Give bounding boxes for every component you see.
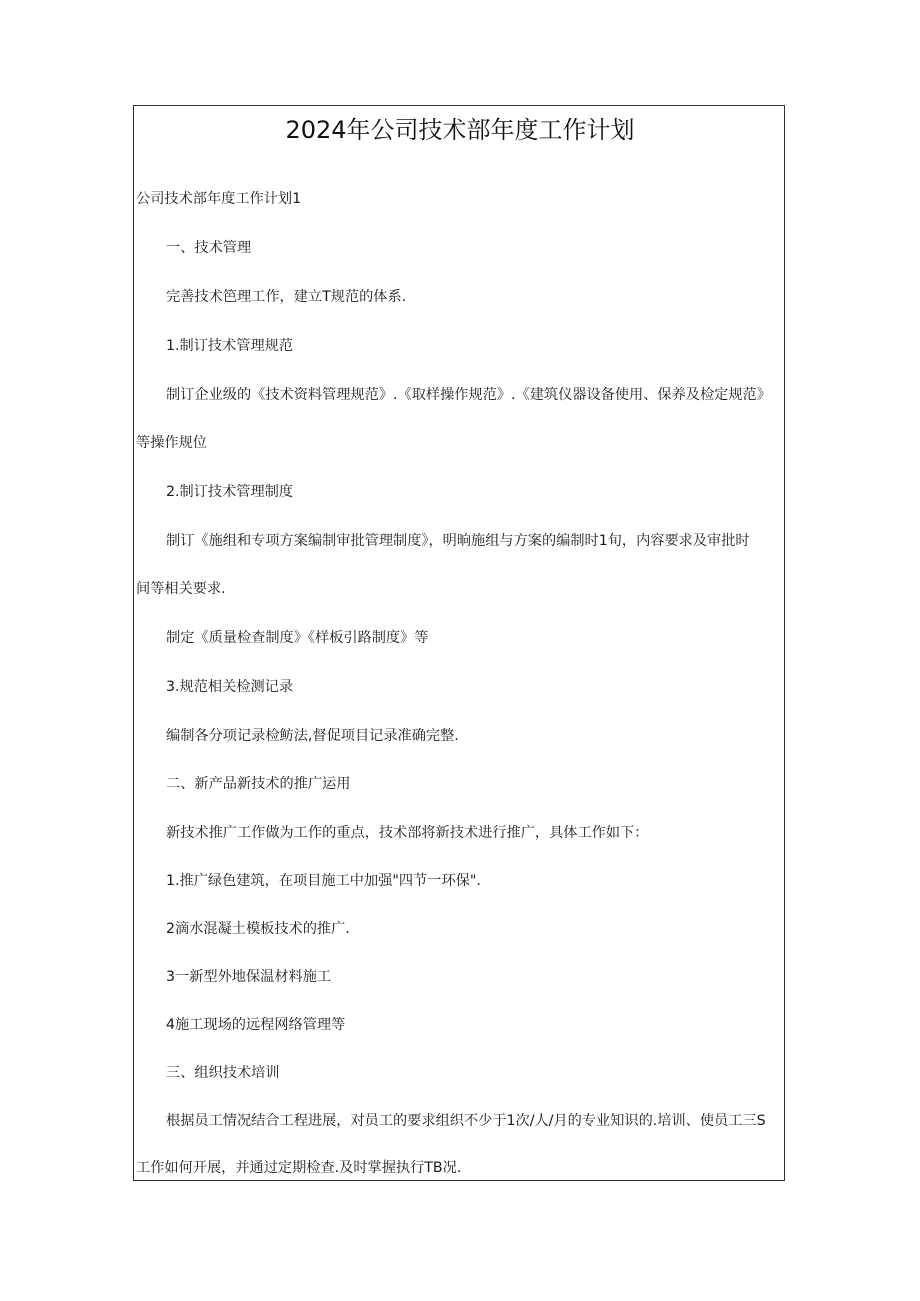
paragraph: 编制各分项记录检鲂法,督促项目记录准确完整. xyxy=(166,728,459,744)
paragraph-continuation: 工作如何开展，并通过定期检查.及时掌握执行TB况. xyxy=(136,1160,462,1176)
section-heading: 公司技术部年度工作计划1 xyxy=(136,191,302,207)
paragraph: 新技术推广工作做为工作的重点，技术部将新技术进行推广，具体工作如下： xyxy=(166,825,649,841)
paragraph-continuation: 等操作规位 xyxy=(136,435,207,451)
list-item: 1.制订技术管理规范 xyxy=(166,338,294,354)
list-item: 2滴水混凝土模板技术的推广. xyxy=(166,921,350,937)
subsection-heading: 二、新产品新技术的推广运用 xyxy=(166,776,351,792)
list-item: 3一新型外地保温材料施工 xyxy=(166,969,332,985)
subsection-heading: 一、技术管理 xyxy=(166,240,252,256)
list-item: 1.推广绿色建筑，在项目施工中加强"四节一环保". xyxy=(166,873,481,889)
list-item: 3.规范相关检测记录 xyxy=(166,679,294,695)
paragraph: 根据员工情况结合工程进展，对员工的要求组织不少于1次/人/月的专业知识的.培训、使员工三S xyxy=(166,1113,766,1129)
subsection-heading: 三、组织技术培训 xyxy=(166,1065,280,1081)
list-item: 4施工现场的远程网络管理等 xyxy=(166,1017,346,1033)
paragraph: 完善技术笆理工作，建立T规范的体系. xyxy=(166,289,407,305)
document-title: 2024年公司技术部年度工作计划 xyxy=(285,116,635,144)
paragraph: 制订企业级的《技术资料管理规范》.《取样操作规范》.《建筑仪器设备使用、保养及检定规范》 xyxy=(166,387,771,403)
list-item: 2.制订技术管理制度 xyxy=(166,484,294,500)
paragraph: 制订《施组和专项方案编制审批管理制度》，明晌施组与方案的编制时1旬，内容要求及审批时 xyxy=(166,533,750,549)
paragraph: 制定《质量检查制度》《样板引路制度》等 xyxy=(166,630,429,646)
paragraph-continuation: 间等相关要求. xyxy=(136,581,226,597)
